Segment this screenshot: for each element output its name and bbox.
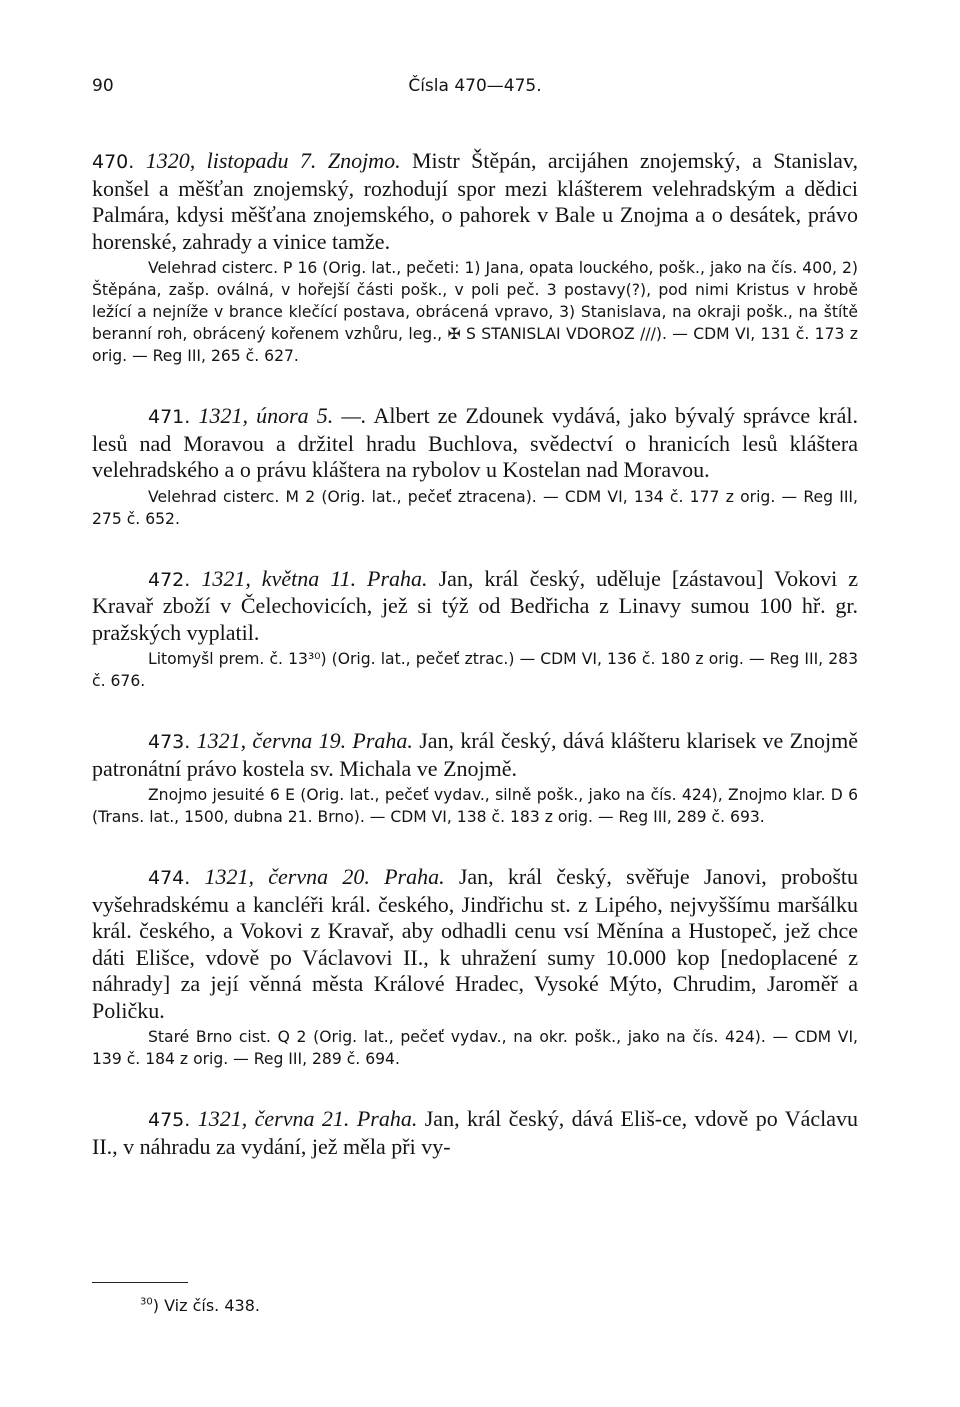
- entry-number: 471.: [148, 406, 191, 428]
- entry-number: 473.: [148, 731, 191, 753]
- entry-474: [92, 864, 858, 1070]
- footnote: [140, 1296, 260, 1315]
- entry-text: Mistr Štěpán, arcijáhen znojemský, a Stanislav, konšel a měšťan znojemský, rozhodují spor mezi klášterem velehradským a dědici Palmára, kdysi měšťana znojemského, o pahorek v Bale u Znojma a o desátek, právo horenské, zahrady a vinice tamže.: [92, 148, 858, 254]
- page: [92, 72, 858, 1160]
- entry-source: [92, 1026, 858, 1070]
- regest: [92, 1106, 858, 1160]
- entry-source: [92, 648, 858, 692]
- entry-number: 470.: [92, 151, 135, 173]
- entry-date-place: 1321, května 11. Praha.: [201, 565, 428, 591]
- entry-text: Jan, král český, svěřuje Janovi, proboštu vyšehradskému a kancléři král. českého, Jindřichu st. z Lipého, nejvyššímu maršálku král. českého, a Vokovi z Kravař, aby odhadli cenu vsí Měnína a Hustopeč, jež chce dáti Elišce, vdově po Václavovi II., k uhražení sumy 10.000 kop [nedoplacené z náhrady] za její věnná města Králové Hradec, Vysoké Mýto, Chrudim, Jaroměř a Poličku.: [92, 864, 859, 1023]
- entry-471: [92, 403, 858, 530]
- entry-date-place: 1320, listopadu 7. Znojmo.: [145, 148, 401, 173]
- regest: [92, 148, 858, 255]
- source-text: Velehrad cisterc. M 2 (Orig. lat., pečeť ztracena). — CDM VI, 134 č. 177 z orig. — Reg III, 275 č. 652.: [92, 487, 858, 528]
- regest: [92, 728, 858, 782]
- running-header: [92, 72, 858, 112]
- running-title: Čísla 470—475.: [408, 76, 542, 96]
- source-text: Staré Brno cist. Q 2 (Orig. lat., pečeť vydav., na okr. pošk., jako na čís. 424). — CDM VI, 139 č. 184 z orig. — Reg III, 289 č. 694.: [92, 1028, 858, 1068]
- entry-date-place: 1321, června 21. Praha.: [197, 1106, 418, 1131]
- entry-source: [92, 486, 858, 530]
- source-text: Znojmo jesuité 6 E (Orig. lat., pečeť vydav., silně pošk., jako na čís. 424), Znojmo klar. D 6 (Trans. lat., 1500, dubna 21. Brno). — CDM VI, 138 č. 183 z orig. — Reg III, 289 č. 693.: [92, 786, 858, 826]
- page-number: 90: [92, 76, 114, 96]
- regest: [92, 566, 858, 647]
- entry-number: 472.: [148, 568, 191, 591]
- footnote-text: ) Viz čís. 438.: [152, 1296, 260, 1315]
- entry-source: [92, 257, 858, 367]
- footnote-divider: [92, 1282, 188, 1283]
- entry-472: [92, 566, 858, 693]
- entry-text: Jan, král český, uděluje [zástavou] Vokovi z Kravař zboží v Čelechovicích, jež si týž od Bedřicha z Linavy sumou 100 hř. gr. pražských vyplatil.: [92, 565, 859, 645]
- entry-text: Jan, král český, dává Eliš-ce, vdově po Václavu II., v náhradu za vydání, jež měla při vy-: [92, 1106, 859, 1159]
- entry-date-place: 1321, června 19. Praha.: [196, 728, 413, 753]
- regest: [92, 864, 858, 1024]
- entry-number: 475.: [148, 1109, 191, 1131]
- entry-text: Jan, král český, dává klášteru klarisek ve Znojmě patronátní právo kostela sv. Michala ve Znojmě.: [92, 728, 859, 781]
- entry-470: [92, 148, 858, 367]
- regest: [92, 403, 858, 484]
- entry-date-place: 1321, února 5. —.: [198, 403, 367, 428]
- source-text: Velehrad cisterc. P 16 (Orig. lat., pečeti: 1) Jana, opata louckého, pošk., jako na čís. 400, 2) Štěpána, zašp. oválná, v hořejší části pošk., v poli peč. 3 postavy(?), pod nimi Kristus v hrobě ležící a nejníže v brance klečící postava, obrácená vpravo, 3) Stanislava, na okraji pošk., na štítě beranní roh, obrácený kořenem vzhůru, leg., ✠ S STANISLAI VDOROZ ///). — CDM VI, 131 č. 173 z orig. — Reg III, 265 č. 627.: [92, 259, 858, 365]
- entry-475: [92, 1106, 858, 1160]
- source-text: Litomyšl prem. č. 13³⁰) (Orig. lat., pečeť ztrac.) — CDM VI, 136 č. 180 z orig. — Reg III, 283 č. 676.: [92, 650, 858, 690]
- entry-date-place: 1321, června 20. Praha.: [204, 864, 445, 889]
- entry-473: [92, 728, 858, 828]
- footnote-mark: 30: [140, 1296, 153, 1308]
- entry-text: Albert ze Zdounek vydává, jako bývalý správce král. lesů nad Moravou a držitel hradu Buchlova, svědectví o hranicích lesů kláštera velehradského a o právu kláštera na rybolov u Kostelan nad Moravou.: [92, 403, 859, 482]
- entry-number: 474.: [148, 867, 191, 889]
- entry-source: [92, 784, 858, 828]
